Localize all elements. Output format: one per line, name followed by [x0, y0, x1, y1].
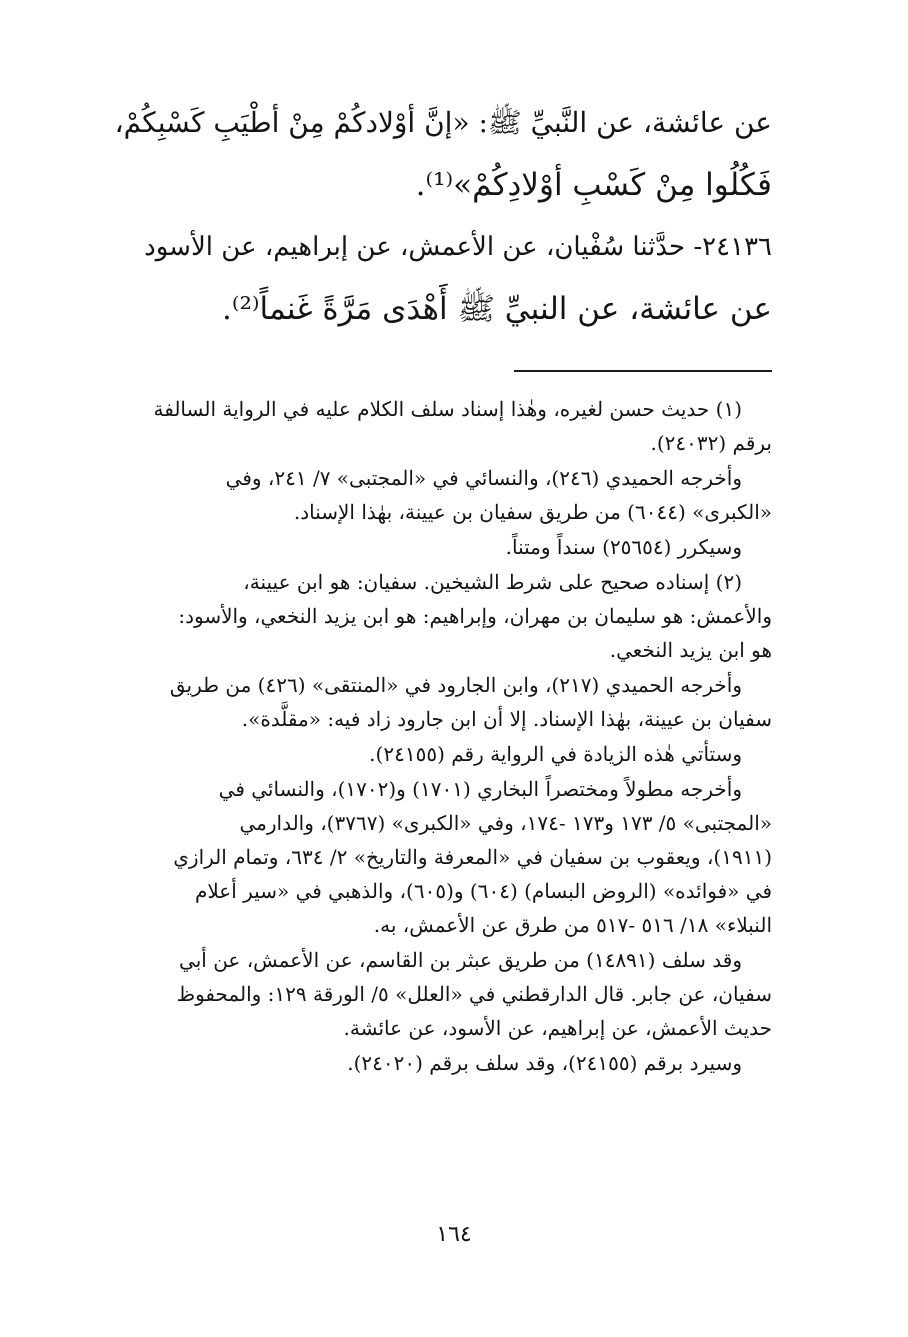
footnote-line: (١٩١١)، ويعقوب بن سفيان في «المعرفة والتاريخ» ٢/ ٦٣٤، وتمام الرازي [173, 845, 772, 869]
footnote-paragraph [76, 461, 772, 529]
footnote-line: هو ابن يزيد النخعي. [609, 638, 772, 662]
footnote-line: وأخرجه الحميدي (٢٤٦)، والنسائي في «المجتبى» ٧/ ٢٤١، وفي [225, 466, 742, 490]
main-text [112, 92, 772, 340]
footnote-paragraph [76, 772, 772, 942]
footnotes [76, 392, 772, 1081]
footnote-paragraph [76, 530, 772, 564]
footnote-divider [514, 370, 772, 372]
footnote-line: النبلاء» ١٨/ ٥١٦ -٥١٧ من طرق عن الأعمش، به. [373, 913, 772, 937]
footnote-2 [76, 565, 772, 667]
footnote-line: (٢) إسناده صحيح على شرط الشيخين. سفيان: هو ابن عيينة، [243, 570, 742, 594]
footnote-line: سفيان بن عيينة، بهٰذا الإسناد. إلا أن ابن جارود زاد فيه: «مقلَّدة». [241, 707, 772, 731]
main-text-line: عن عائشة، عن النبيِّ ﷺ أَهْدَى مَرَّةً غَنماً⁽²⁾. [222, 291, 772, 327]
footnote-line: وسيرد برقم (٢٤١٥٥)، وقد سلف برقم (٢٤٠٢٠). [347, 1051, 742, 1075]
main-text-line: فَكُلُوا مِنْ كَسْبِ أوْلادِكُمْ»⁽¹⁾. [415, 167, 772, 203]
footnote-line: وسيكرر (٢٥٦٥٤) سنداً ومتناً. [505, 535, 742, 559]
footnote-line: في «فوائده» (الروض البسام) (٦٠٤) و(٦٠٥)، والذهبي في «سير أعلام [194, 879, 772, 903]
footnote-paragraph [76, 1046, 772, 1080]
footnote-line: برقم (٢٤٠٣٢). [650, 431, 772, 455]
footnote-line: سفيان، عن جابر. قال الدارقطني في «العلل» ٥/ الورقة ١٢٩: والمحفوظ [176, 982, 772, 1006]
footnote-line: والأعمش: هو سليمان بن مهران، وإبراهيم: هو ابن يزيد النخعي، والأسود: [178, 604, 772, 628]
footnote-line: «الكبرى» (٦٠٤٤) من طريق سفيان بن عيينة، بهٰذا الإسناد. [293, 500, 772, 524]
footnote-paragraph [76, 943, 772, 1045]
footnote-line: وأخرجه الحميدي (٢١٧)، وابن الجارود في «المنتقى» (٤٢٦) من طريق [169, 673, 742, 697]
main-text-line: ٢٤١٣٦- حدَّثنا سُفْيان، عن الأعمش، عن إبراهيم، عن الأسود [144, 232, 772, 262]
footnote-paragraph [76, 668, 772, 736]
footnote-line: (١) حديث حسن لغيره، وهٰذا إسناد سلف الكلام عليه في الرواية السالفة [153, 397, 742, 421]
footnote-line: وستأتي هٰذه الزيادة في الرواية رقم (٢٤١٥٥). [369, 742, 742, 766]
footnote-1 [76, 392, 772, 460]
footnote-line: وقد سلف (١٤٨٩١) من طريق عبثر بن القاسم، عن الأعمش، عن أبي [179, 948, 742, 972]
footnote-paragraph [76, 737, 772, 771]
main-text-line: عن عائشة، عن النَّبيِّ ﷺ: «إنَّ أوْلادكُمْ مِنْ أطْيَبِ كَسْبِكُمْ، [114, 106, 772, 139]
footnote-line: «المجتبى» ٥/ ١٧٣ و١٧٣ -١٧٤، وفي «الكبرى» (٣٧٦٧)، والدارمي [239, 811, 772, 835]
footnote-line: وأخرجه مطولاً ومختصراً البخاري (١٧٠١) و(١٧٠٢)، والنسائي في [218, 777, 742, 801]
page-number: ١٦٤ [436, 1222, 472, 1247]
footnote-line: حديث الأعمش، عن إبراهيم، عن الأسود، عن عائشة. [343, 1016, 772, 1040]
